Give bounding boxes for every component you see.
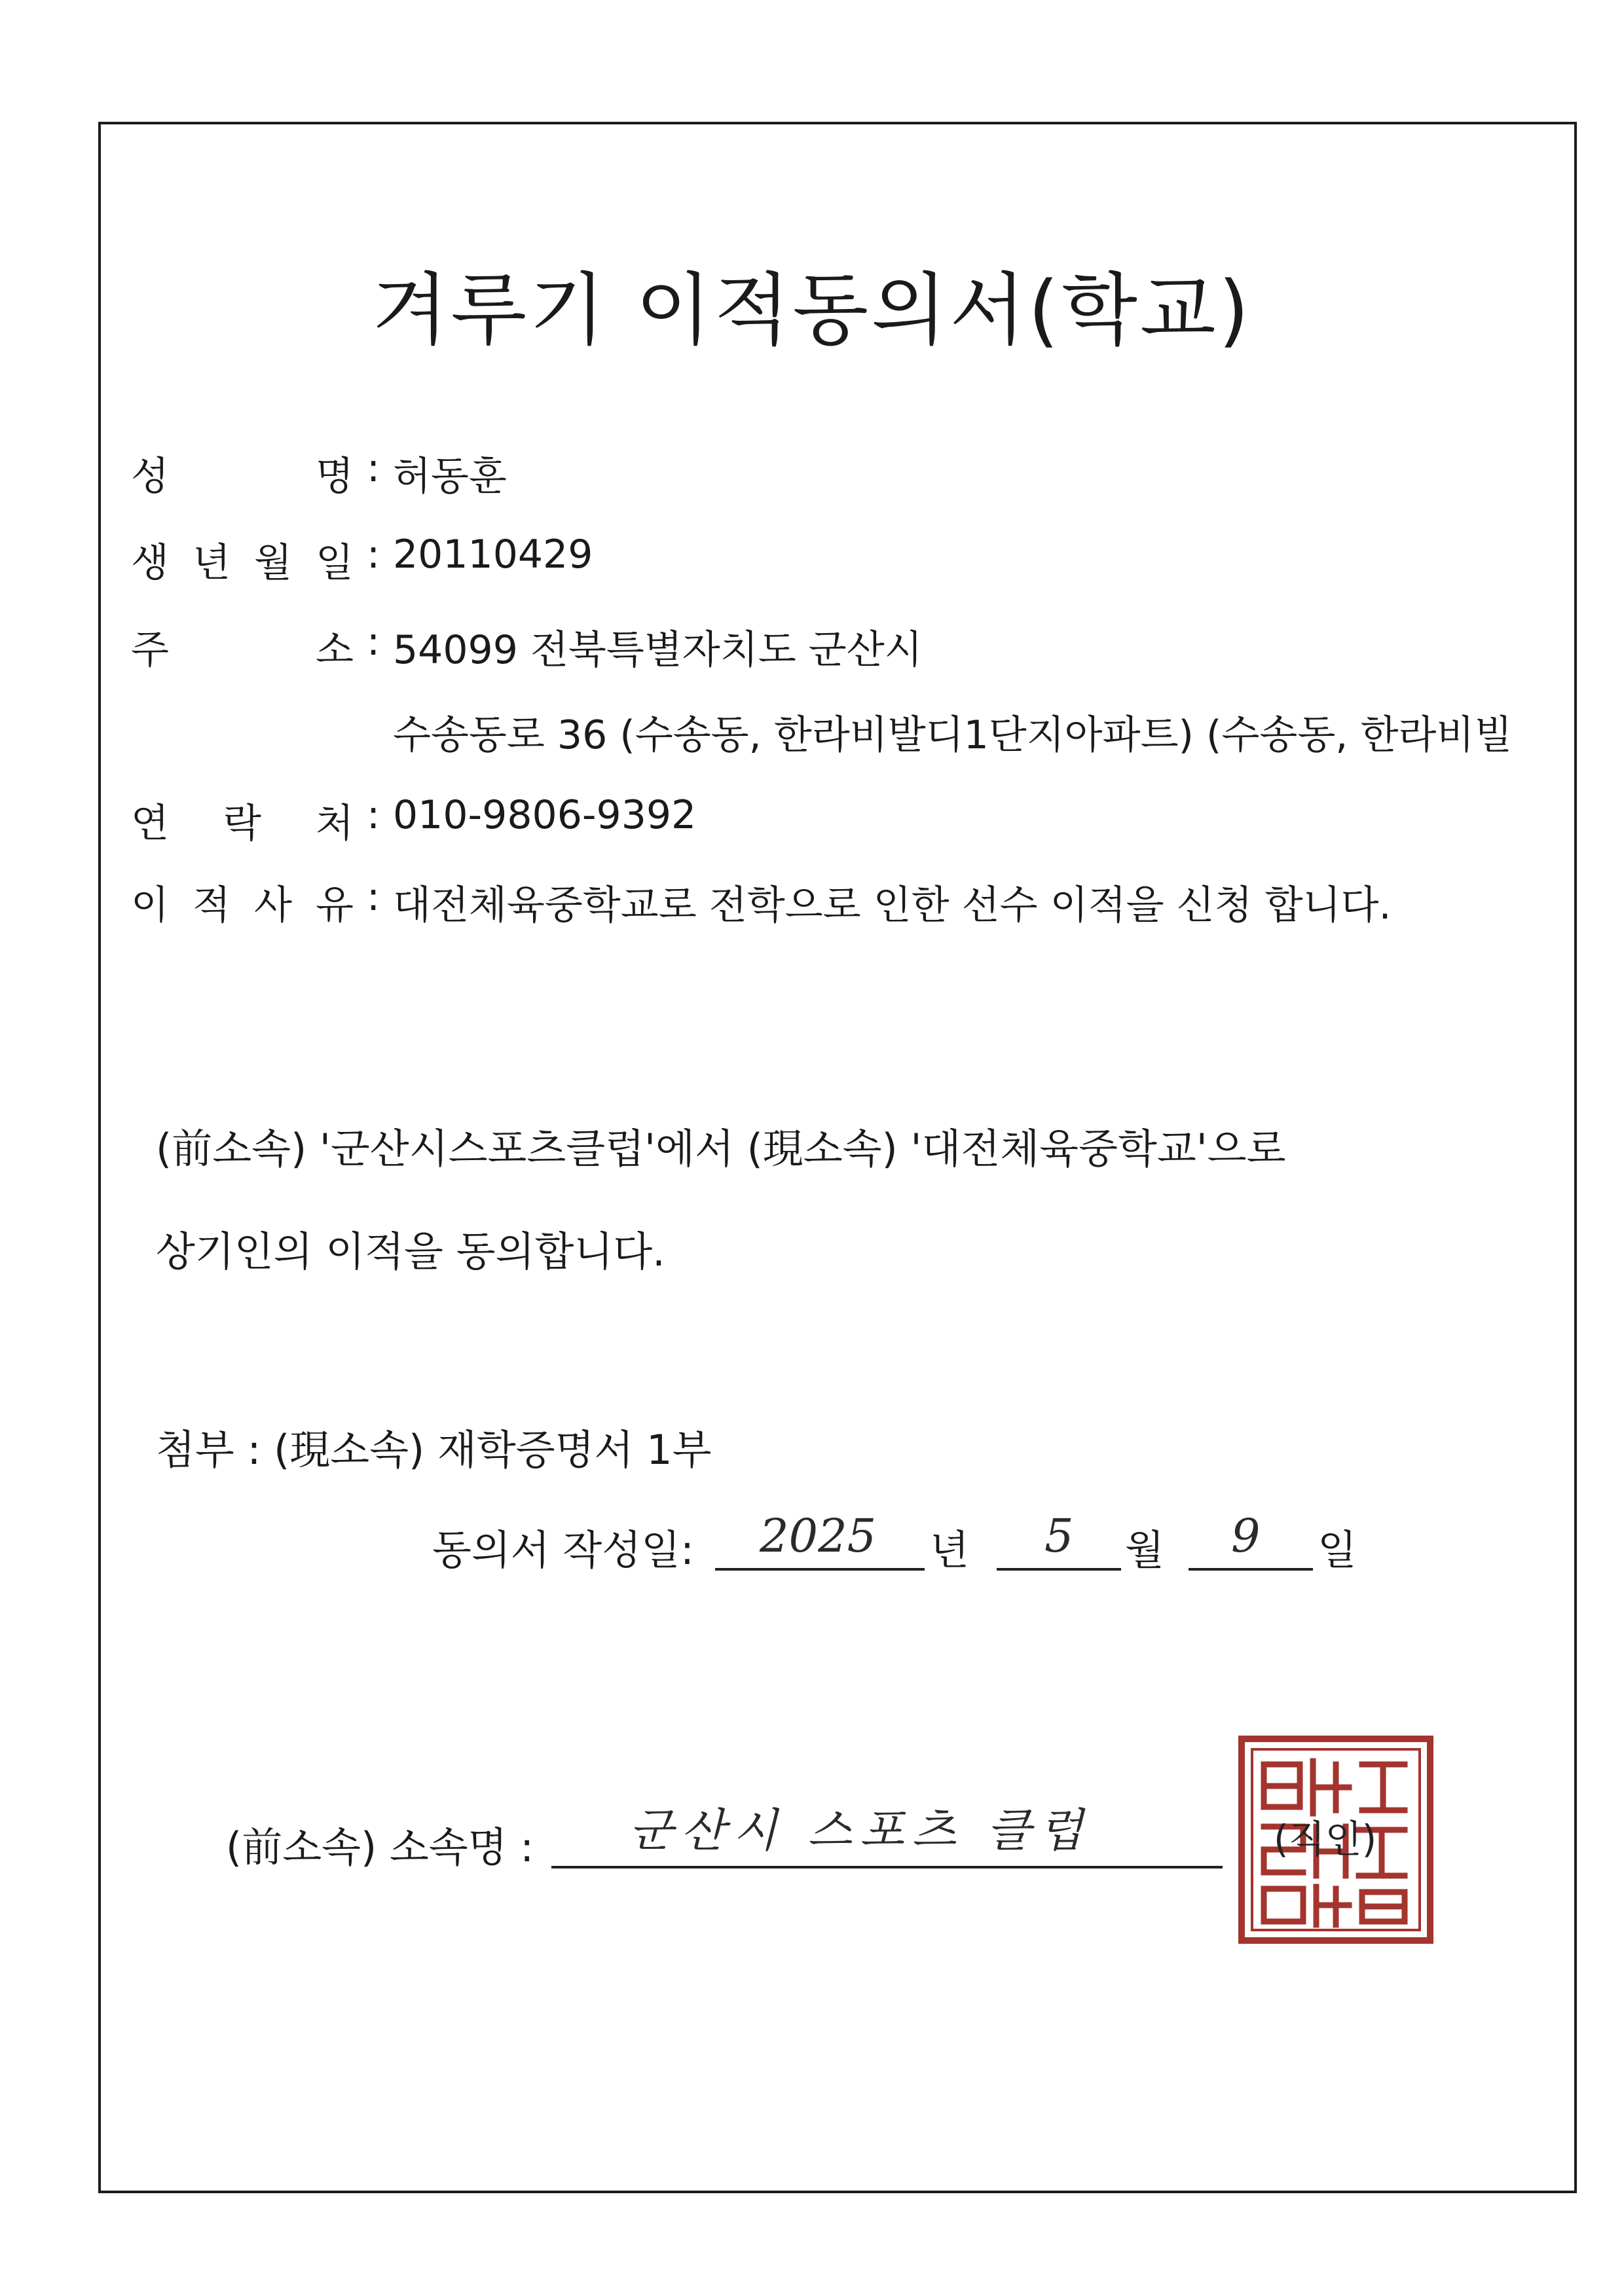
birth-label-char-2: 년 <box>193 540 231 586</box>
month-underline <box>997 1568 1121 1571</box>
reason-label <box>131 874 354 930</box>
reason-label-char-3: 사 <box>254 883 292 928</box>
contact-label-char-1: 연 <box>131 801 169 847</box>
date-label: 동의서 작성일: <box>432 1526 694 1574</box>
date-year-handwritten: 2025 <box>760 1509 877 1563</box>
contact-colon: : <box>367 792 380 838</box>
date-month-handwritten: 5 <box>1044 1509 1074 1563</box>
contact-value: 010-9806-9392 <box>393 792 697 838</box>
address-line-1: 54099 전북특별자치도 군산시 <box>393 627 923 673</box>
address-label-char-1: 주 <box>131 627 169 673</box>
consent-line-1: (前소속) '군산시스포츠클럽'에서 (現소속) '대전체육중학교'으로 <box>156 1125 1286 1173</box>
birth-label-char-4: 일 <box>316 540 354 586</box>
attachment-note: 첨부 : (現소속) 재학증명서 1부 <box>156 1426 712 1474</box>
name-label <box>131 445 354 501</box>
reason-label-char-4: 유 <box>316 883 354 928</box>
contact-label-char-3: 처 <box>316 801 354 847</box>
date-year-unit: 년 <box>930 1526 969 1574</box>
birth-label-char-1: 생 <box>131 540 169 586</box>
address-line-2: 수송동로 36 (수송동, 한라비발디1단지아파트) (수송동, 한라비빌 <box>393 712 1513 758</box>
address-label-char-2: 소 <box>316 627 354 673</box>
date-month-unit: 월 <box>1125 1526 1164 1574</box>
birth-colon: : <box>367 532 380 577</box>
birth-label-char-3: 월 <box>254 540 292 586</box>
date-day-unit: 일 <box>1318 1526 1357 1574</box>
name-label-char-1: 성 <box>131 454 169 500</box>
birth-label <box>131 532 354 588</box>
address-label <box>131 619 354 675</box>
contact-label <box>131 792 354 848</box>
signature-label: (前소속) 소속명 : <box>226 1823 534 1871</box>
reason-label-char-1: 이 <box>131 883 169 928</box>
name-colon: : <box>367 445 380 491</box>
signature-handwritten: 군산시 스포츠 클럽 <box>629 1804 1091 1857</box>
reason-value: 대전체육중학교로 전학으로 인한 선수 이적을 신청 합니다. <box>393 883 1392 928</box>
contact-label-char-2: 락 <box>223 801 261 847</box>
reason-label-char-2: 적 <box>193 883 231 928</box>
seal-label: (직인) <box>1274 1817 1377 1861</box>
name-value: 허동훈 <box>393 454 507 500</box>
reason-colon: : <box>367 874 380 920</box>
consent-line-2: 상기인의 이적을 동의합니다. <box>156 1228 665 1275</box>
birth-value: 20110429 <box>393 532 593 577</box>
name-label-char-2: 명 <box>316 454 354 500</box>
document-title: 겨루기 이적동의서(학교) <box>372 265 1252 356</box>
year-underline <box>715 1568 925 1571</box>
date-day-handwritten: 9 <box>1231 1509 1261 1563</box>
address-colon: : <box>367 619 380 665</box>
signature-underline <box>551 1866 1223 1868</box>
day-underline <box>1189 1568 1313 1571</box>
